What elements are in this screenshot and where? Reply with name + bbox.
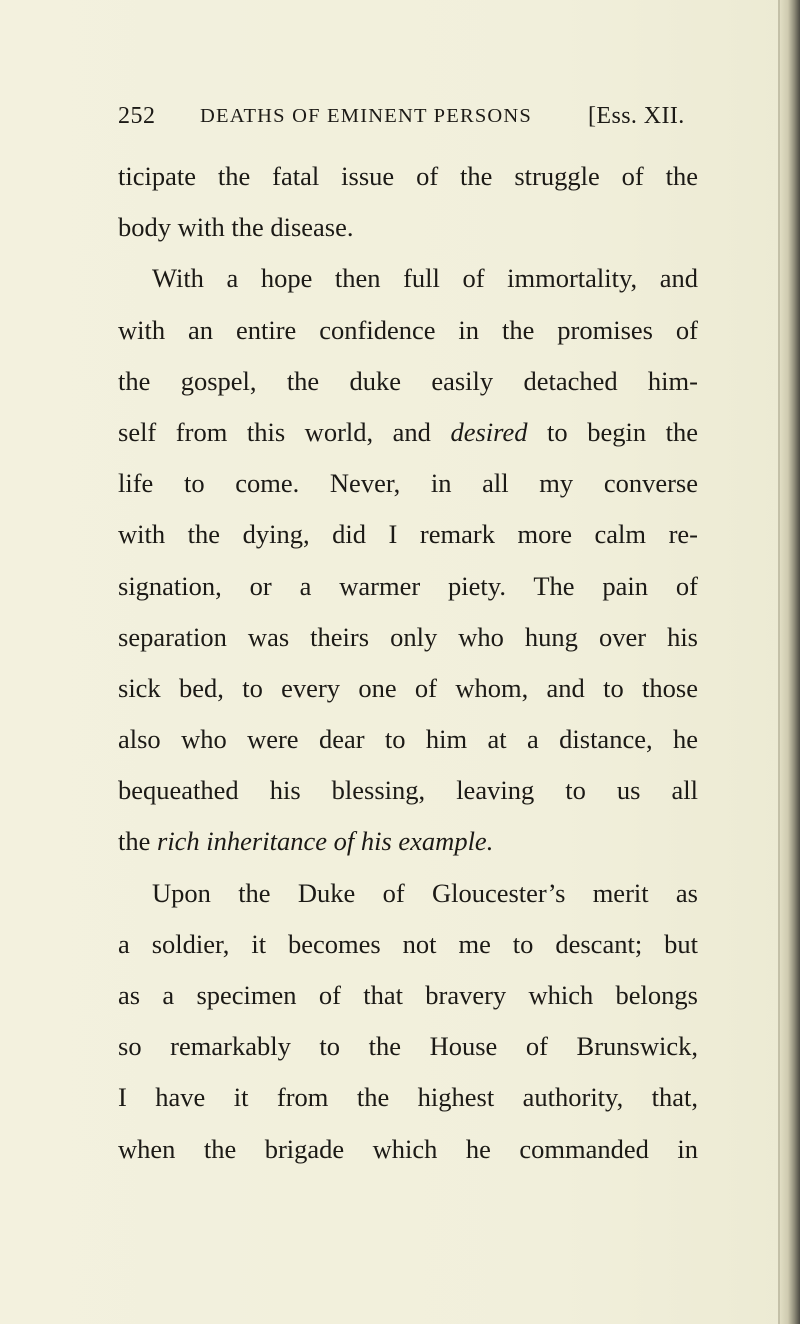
line-text: self from this world, and [118,416,451,447]
text-line: ticipate the fatal issue of the struggle of the [118,161,698,191]
paragraph-start-line: Upon the Duke of Gloucester’s merit as [152,877,698,908]
section-reference: [Ess. XII. [588,103,685,129]
body-text [118,151,698,1175]
italic-emphasis: rich inheritance of his example. [157,826,494,857]
paragraph-start-line: With a hope then full of immortality, and [152,263,698,294]
page-edge-shadow [778,0,800,1324]
line-text: the [118,826,157,857]
text-line: life to come. Never, in all my converse [118,468,698,499]
line-text: to begin the [527,416,698,447]
text-line-with-italic [118,407,698,458]
text-line: signation, or a warmer piety. The pain of [118,570,698,601]
text-line: as a specimen of that bravery which belongs [118,980,698,1010]
text-line: when the brigade which he commanded in [118,1133,698,1164]
running-header [118,103,690,137]
text-line: sick bed, to every one of whom, and to those [118,672,698,703]
text-line: the gospel, the duke easily detached him- [118,365,698,396]
italic-emphasis: desired [450,416,528,447]
text-line: body with the disease. [118,212,354,243]
text-line: separation was theirs only who hung over his [118,621,698,652]
text-line: also who were dear to him at a distance, he [118,724,698,755]
text-line: with an entire confidence in the promises of [118,314,698,345]
text-line: a soldier, it becomes not me to descant; but [118,928,698,959]
running-title: DEATHS OF EMINENT PERSONS [200,105,533,127]
text-line-with-italic [118,816,698,867]
page-number: 252 [118,103,156,129]
text-line: bequeathed his blessing, leaving to us all [118,775,698,806]
text-line: with the dying, did I remark more calm re- [118,519,698,550]
page-edge-line [778,0,780,1324]
text-line: so remarkably to the House of Brunswick, [118,1031,698,1062]
text-line: I have it from the highest authority, that, [118,1082,698,1113]
